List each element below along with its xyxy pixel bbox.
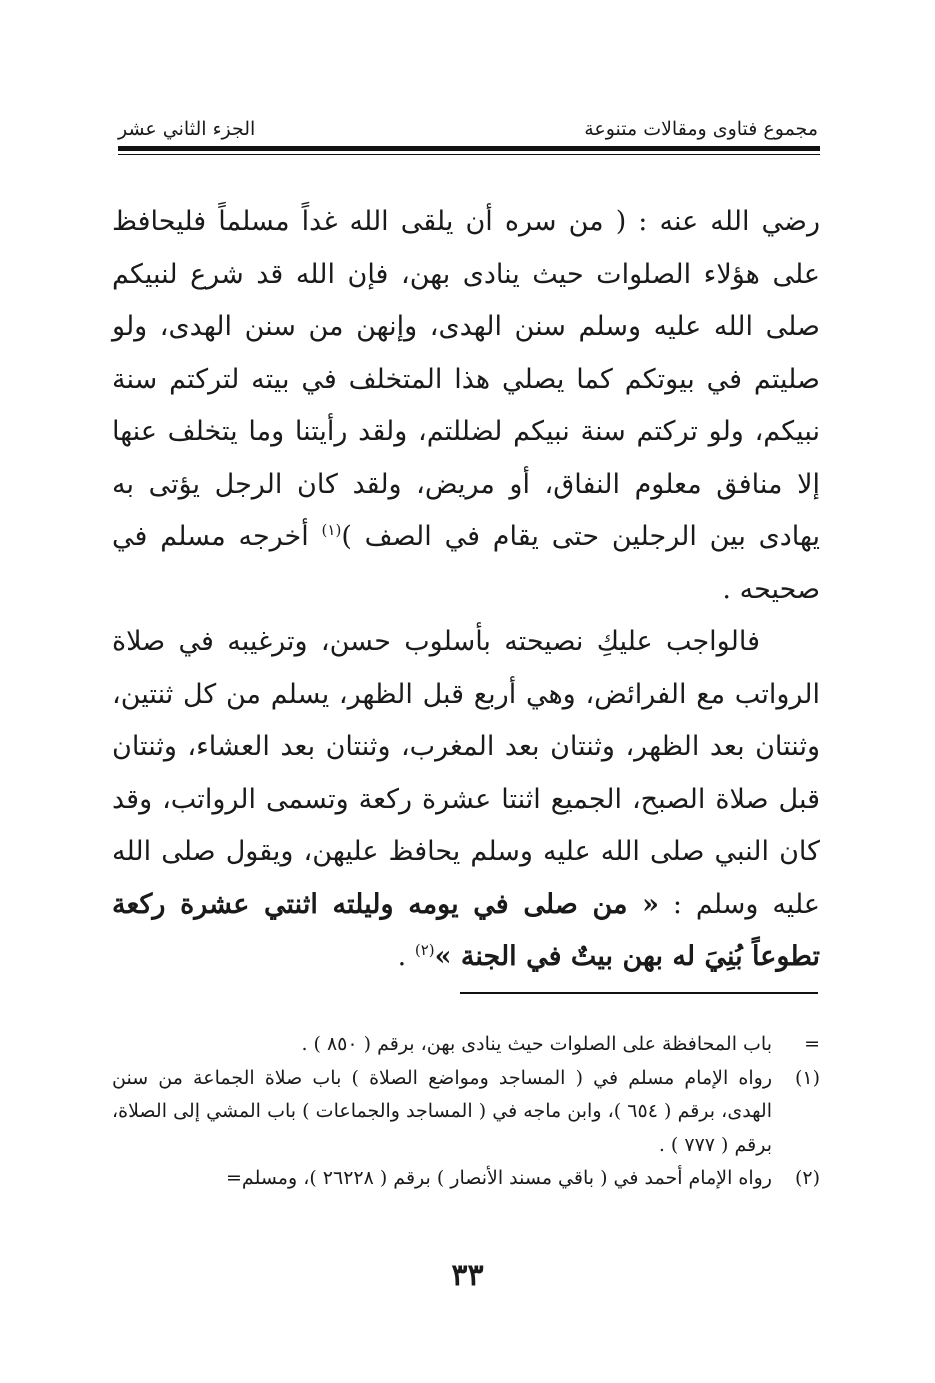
paragraph-1-tail: أخرجه مسلم في صحيحه . [112,521,820,605]
header-rule-thin [118,154,820,155]
footnote-marker: = [804,1033,820,1055]
footnote-text: رواه الإمام مسلم في ( المساجد ومواضع الصلاة ) باب صلاة الجماعة من سنن الهدى، برقم ( ٦٥٤ )، وابن ماجه في ( المساجد والجماعات ) باب المشي إلى الصلاة، برقم ( ٧٧٧ ) . [112,1066,772,1156]
paragraph-2-text: فالواجب عليكِ نصيحته بأسلوب حسن، وترغيبه في صلاة الرواتب مع الفرائض، وهي أربع قبل الظهر، يسلم من كل ثنتين، وثنتان بعد الظهر، وثنتان بعد المغرب، وثنتان بعد العشاء، وثنتان قبل صلاة الصبح، الجميع اثنتا عشرة ركعة وتسمى الرواتب، وقد كان النبي صلى الله عليه وسلم يحافظ عليهن، ويقول صلى الله عليه وسلم : [112,626,820,920]
paragraph-2 [112,616,820,984]
paragraph-1 [112,196,820,616]
page-header [118,108,818,142]
footnote-ref-1: (١) [321,521,342,539]
footnote-text: رواه الإمام أحمد في ( باقي مسند الأنصار ) برقم ( ٢٦٢٢٨ )، ومسلم= [226,1167,772,1189]
page-number: ٣٣ [451,1258,484,1293]
footnote-marker: (٢) [794,1167,820,1189]
footnote-ref-2: (٢) [414,941,435,959]
header-rule-thick [118,146,820,151]
paragraph-2-end: . [397,941,407,972]
book-title: مجموع فتاوى ومقالات متنوعة [584,118,818,140]
footnote-2 [112,1162,820,1196]
footnote-1 [112,1062,820,1163]
volume-label: الجزء الثاني عشر [118,118,256,140]
main-text [112,196,820,984]
hadith-quote: « من صلى في يومه وليلته اثنتي عشرة ركعة تطوعاً بُنِيَ له بهن بيتٌ في الجنة » [112,888,820,972]
footnote-separator [460,992,818,994]
footnote-text: باب المحافظة على الصلوات حيث ينادى بهن، برقم ( ٨٥٠ ) . [301,1033,772,1055]
paragraph-1-text: رضي الله عنه : ( من سره أن يلقى الله غداً مسلماً فليحافظ على هؤلاء الصلوات حيث ينادى بهن، فإن الله قد شرع لنبيكم صلى الله عليه وسلم سنن الهدى، وإنهن من سنن الهدى، ولو صليتم في بيوتكم كما يصلي هذا المتخلف في بيته لتركتم سنة نبيكم، ولو تركتم سنة نبيكم لضللتم، ولقد رأيتنا وما يتخلف عنها إلا منافق معلوم النفاق، أو مريض، ولقد كان الرجل يؤتى به يهادى بين الرجلين حتى يقام في الصف ) [112,206,820,552]
footnote-continued [112,1028,820,1062]
footnote-marker: (١) [794,1066,820,1089]
footnotes [112,1028,820,1196]
